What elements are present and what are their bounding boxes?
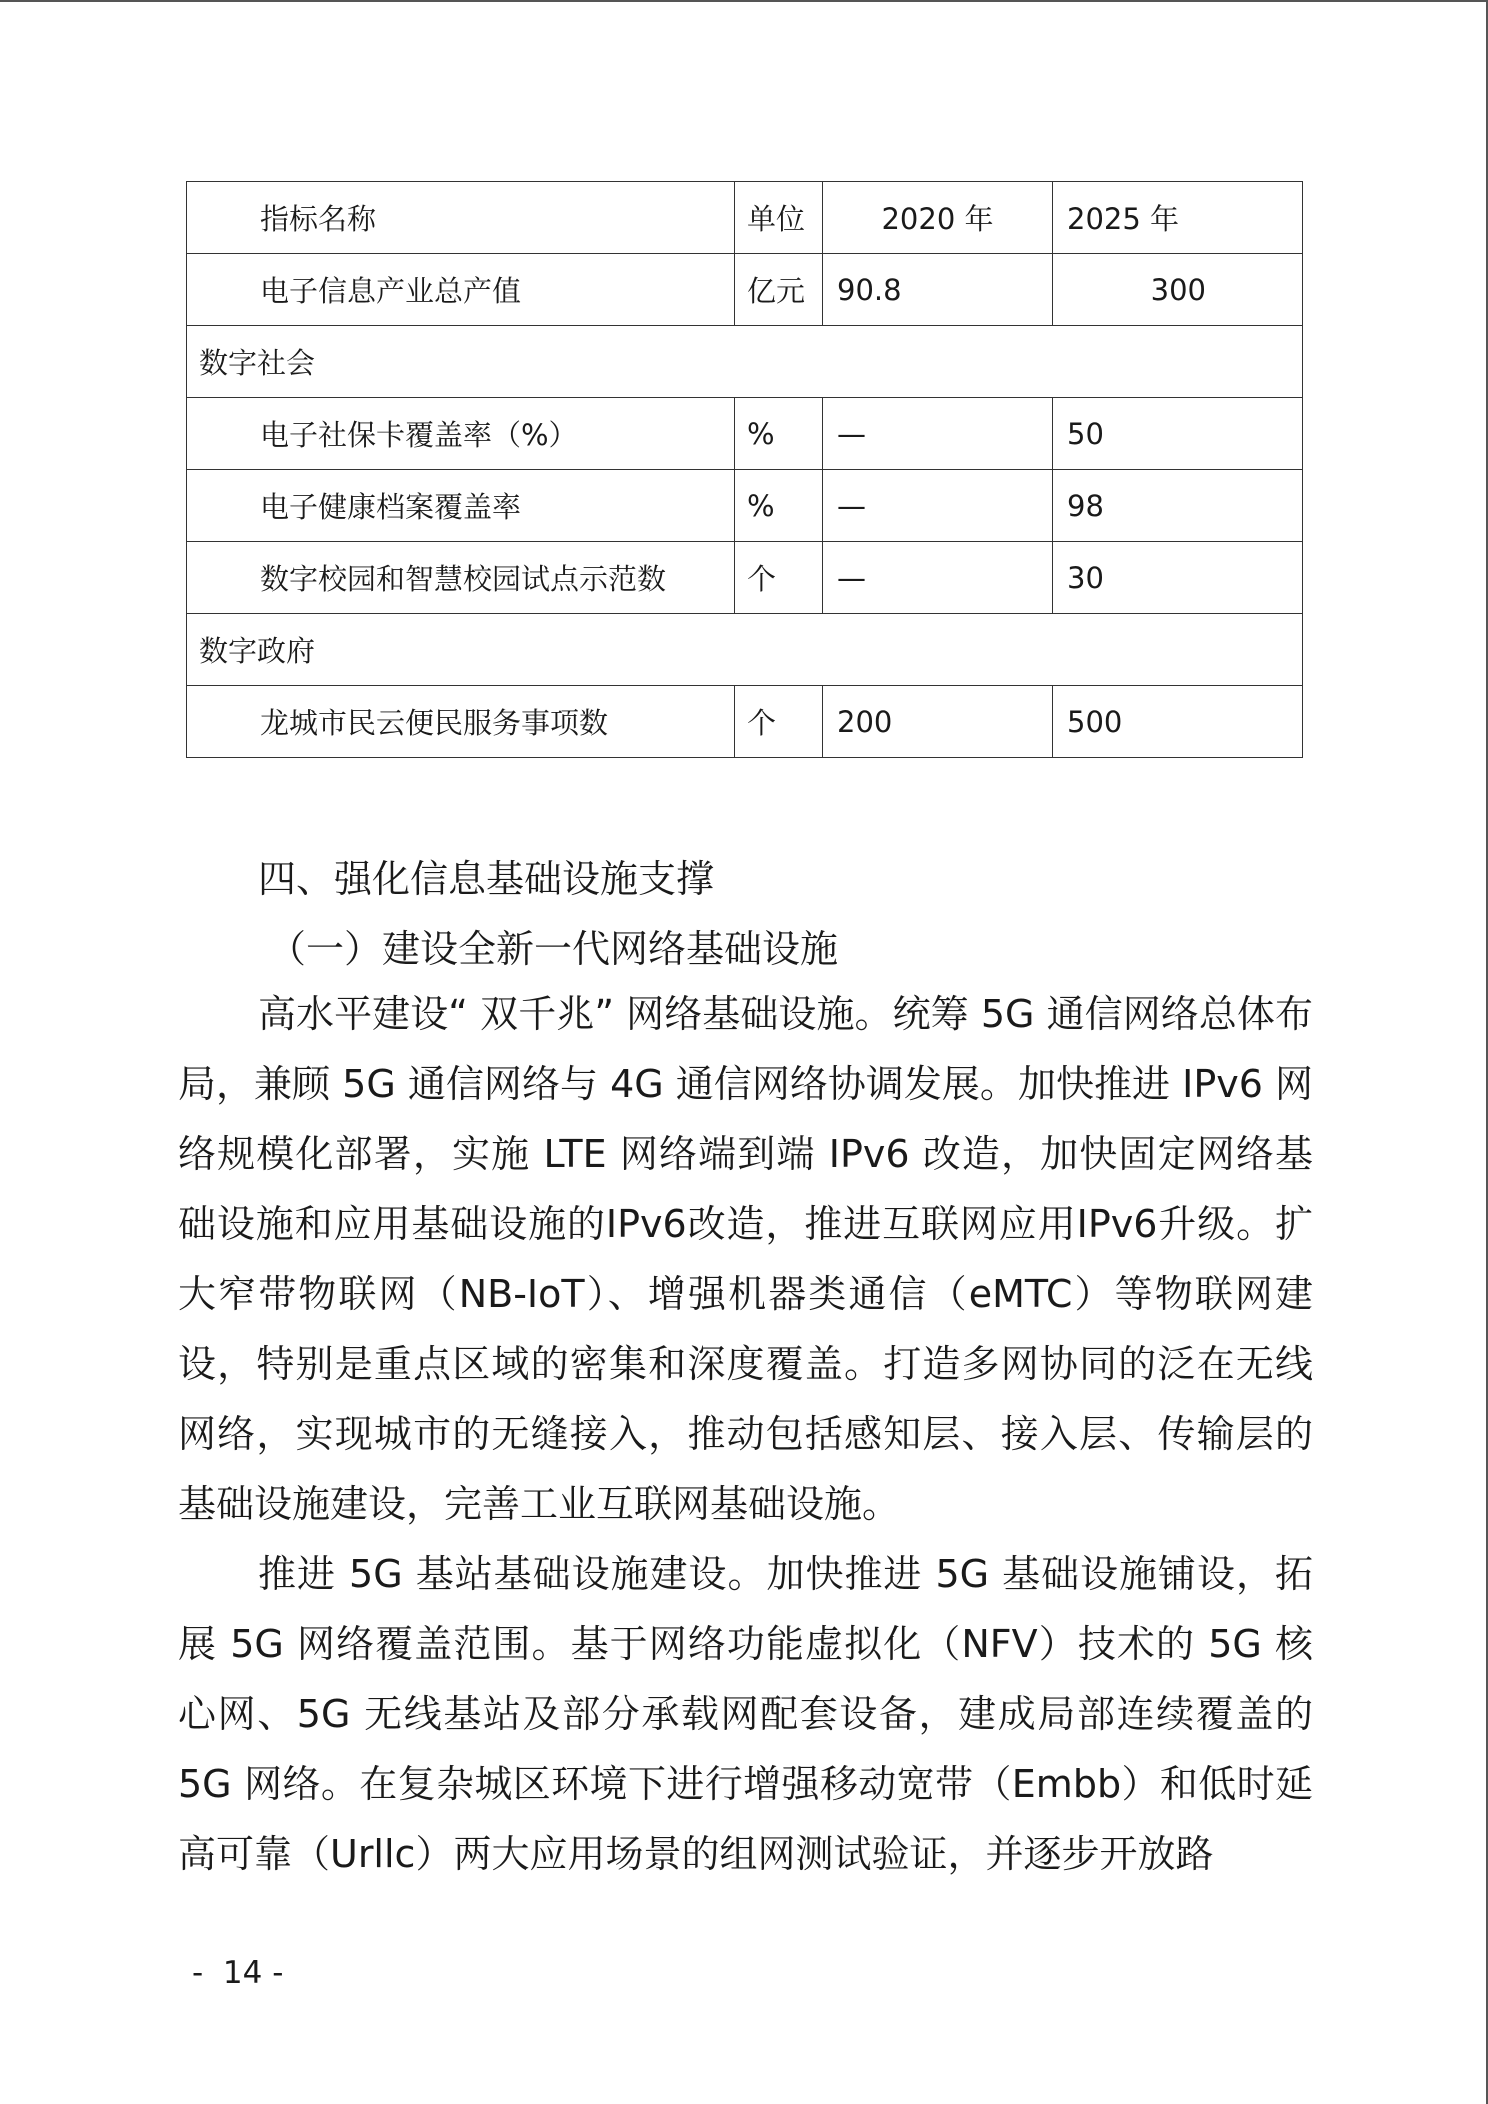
section-heading: 四、强化信息基础设施支撑: [258, 857, 715, 901]
table-row: [187, 470, 1303, 542]
row-2025: 50: [1053, 398, 1303, 470]
row-unit: 个: [735, 542, 823, 614]
row-name: 电子信息产业总产值: [187, 254, 735, 326]
subsection-heading: （一）建设全新一代网络基础设施: [268, 927, 839, 971]
section-digital-society: 数字社会: [187, 326, 1303, 398]
header-2025: 2025 年: [1053, 182, 1303, 254]
row-unit: 亿元: [735, 254, 823, 326]
row-2020: 200: [823, 686, 1053, 758]
row-unit: %: [735, 398, 823, 470]
row-2020: —: [823, 398, 1053, 470]
body-text: [178, 979, 1313, 1889]
row-2025: 500: [1053, 686, 1303, 758]
row-2020: —: [823, 470, 1053, 542]
row-name: 龙城市民云便民服务事项数: [187, 686, 735, 758]
row-2025: 98: [1053, 470, 1303, 542]
table-row: [187, 542, 1303, 614]
row-2020: —: [823, 542, 1053, 614]
row-2025: 30: [1053, 542, 1303, 614]
table-row: [187, 686, 1303, 758]
section-digital-government: 数字政府: [187, 614, 1303, 686]
table-row: [187, 398, 1303, 470]
paragraph: 推进 5G 基站基础设施建设。加快推进 5G 基础设施铺设，拓展 5G 网络覆盖范围。基于网络功能虚拟化（NFV）技术的 5G 核心网、5G 无线基站及部分承载网配套设备，建成局部连续覆盖的 5G 网络。在复杂城区环境下进行增强移动宽带（Embb）和低时延高可靠（Urllc）两大应用场景的组网测试验证，并逐步开放路: [178, 1552, 1313, 1876]
header-unit: 单位: [735, 182, 823, 254]
row-unit: 个: [735, 686, 823, 758]
header-name: 指标名称: [187, 182, 735, 254]
row-name: 电子健康档案覆盖率: [187, 470, 735, 542]
row-unit: %: [735, 470, 823, 542]
paragraph: 高水平建设“ 双千兆” 网络基础设施。统筹 5G 通信网络总体布局，兼顾 5G 通信网络与 4G 通信网络协调发展。加快推进 IPv6 网络规模化部署，实施 LTE 网络端到端 IPv6 改造，加快固定网络基础设施和应用基础设施的IPv6改造，推进互联网应用IPv6升级。扩大窄带物联网（NB-IoT）、增强机器类通信（eMTC）等物联网建设，特别是重点区域的密集和深度覆盖。打造多网协同的泛在无线网络，实现城市的无缝接入，推动包括感知层、接入层、传输层的基础设施建设，完善工业互联网基础设施。: [178, 992, 1313, 1526]
table-header-row: [187, 182, 1303, 254]
page-top-border: [0, 0, 1488, 2]
section-row: [187, 614, 1303, 686]
indicator-table: [186, 181, 1303, 758]
row-2025: 300: [1053, 254, 1303, 326]
section-row: [187, 326, 1303, 398]
row-2020: 90.8: [823, 254, 1053, 326]
row-name: 电子社保卡覆盖率（%）: [187, 398, 735, 470]
page-number: - 14 -: [192, 1955, 284, 1991]
table-row: [187, 254, 1303, 326]
header-2020: 2020 年: [823, 182, 1053, 254]
row-name: 数字校园和智慧校园试点示范数: [187, 542, 735, 614]
